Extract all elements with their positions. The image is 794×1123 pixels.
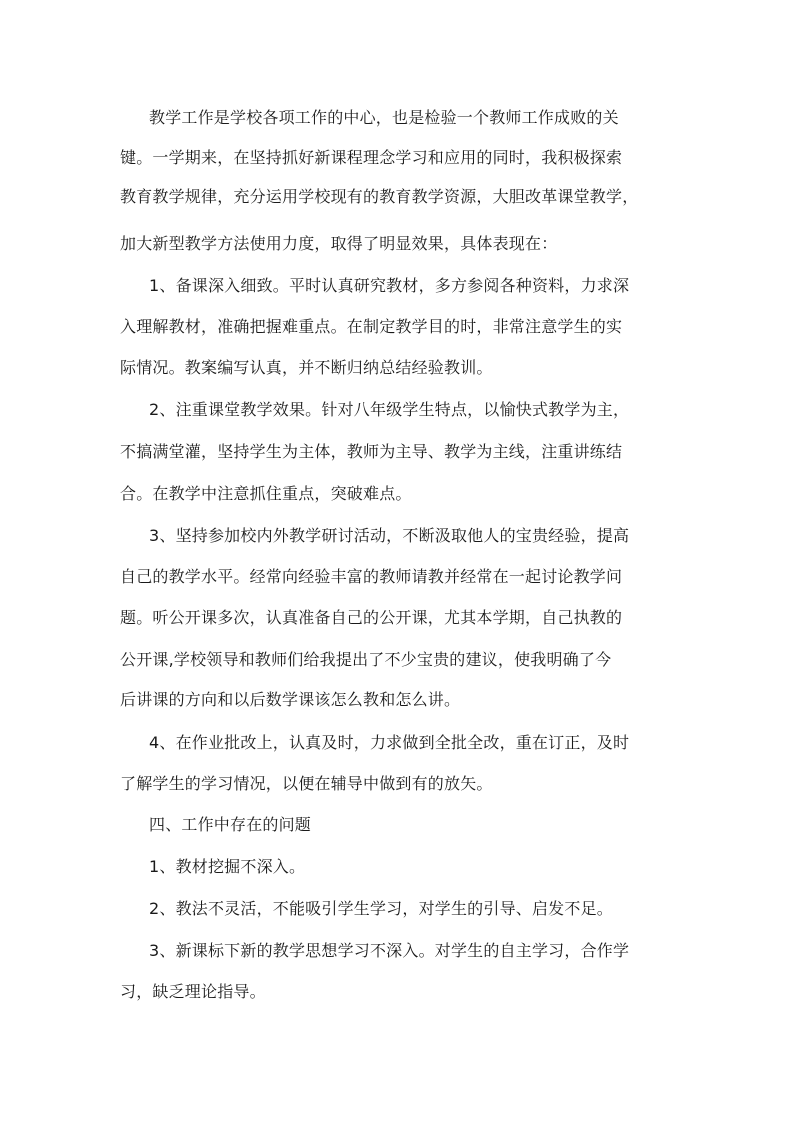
paragraph-line: 2、教法不灵活，不能吸引学生学习，对学生的引导、启发不足。 — [149, 899, 613, 918]
paragraph-line: 自己的教学水平。经常向经验丰富的教师请教并经常在一起讨论教学问 — [120, 567, 623, 586]
paragraph-line: 1、备课深入细致。平时认真研究教材，多方参阅各种资料，力求深 — [149, 276, 630, 295]
paragraph-line: 公开课,学校领导和教师们给我提出了不少宝贵的建议，使我明确了今 — [120, 650, 612, 669]
paragraph-line: 教育教学规律，充分运用学校现有的教育教学资源，大胆改革课堂教学， — [120, 187, 639, 206]
paragraph-line: 键。一学期来，在坚持抓好新课程理念学习和应用的同时，我积极探索 — [120, 148, 623, 167]
paragraph-line: 2、注重课堂教学效果。针对八年级学生特点，以愉快式教学为主， — [149, 400, 630, 419]
paragraph-line: 题。听公开课多次，认真准备自己的公开课，尤其本学期，自己执教的 — [120, 608, 623, 627]
paragraph-line: 3、坚持参加校内外教学研讨活动，不断汲取他人的宝贵经验，提高 — [149, 526, 630, 545]
paragraph-line: 4、在作业批改上，认真及时，力求做到全批全改，重在订正，及时 — [149, 733, 630, 752]
paragraph-line: 3、新课标下新的教学思想学习不深入。对学生的自主学习，合作学 — [149, 941, 630, 960]
paragraph-line: 入理解教材，准确把握难重点。在制定教学目的时，非常注意学生的实 — [120, 317, 623, 336]
paragraph-line: 了解学生的学习情况，以便在辅导中做到有的放矢。 — [120, 774, 493, 793]
paragraph-line: 际情况。教案编写认真，并不断归纳总结经验教训。 — [120, 358, 493, 377]
paragraph-line: 习，缺乏理论指导。 — [120, 982, 266, 1001]
paragraph-line: 不搞满堂灌，坚持学生为主体，教师为主导、教学为主线，注重讲练结 — [120, 442, 623, 461]
paragraph-line: 1、教材挖掘不深入。 — [149, 857, 306, 876]
paragraph-line: 后讲课的方向和以后数学课该怎么教和怎么讲。 — [120, 690, 461, 709]
section-heading: 四、工作中存在的问题 — [149, 815, 312, 834]
paragraph-line: 合。在教学中注意抓住重点，突破难点。 — [120, 484, 412, 503]
paragraph-line: 加大新型教学方法使用力度，取得了明显效果，具体表现在： — [120, 234, 558, 253]
paragraph-line: 教学工作是学校各项工作的中心，也是检验一个教师工作成败的关 — [149, 108, 619, 127]
